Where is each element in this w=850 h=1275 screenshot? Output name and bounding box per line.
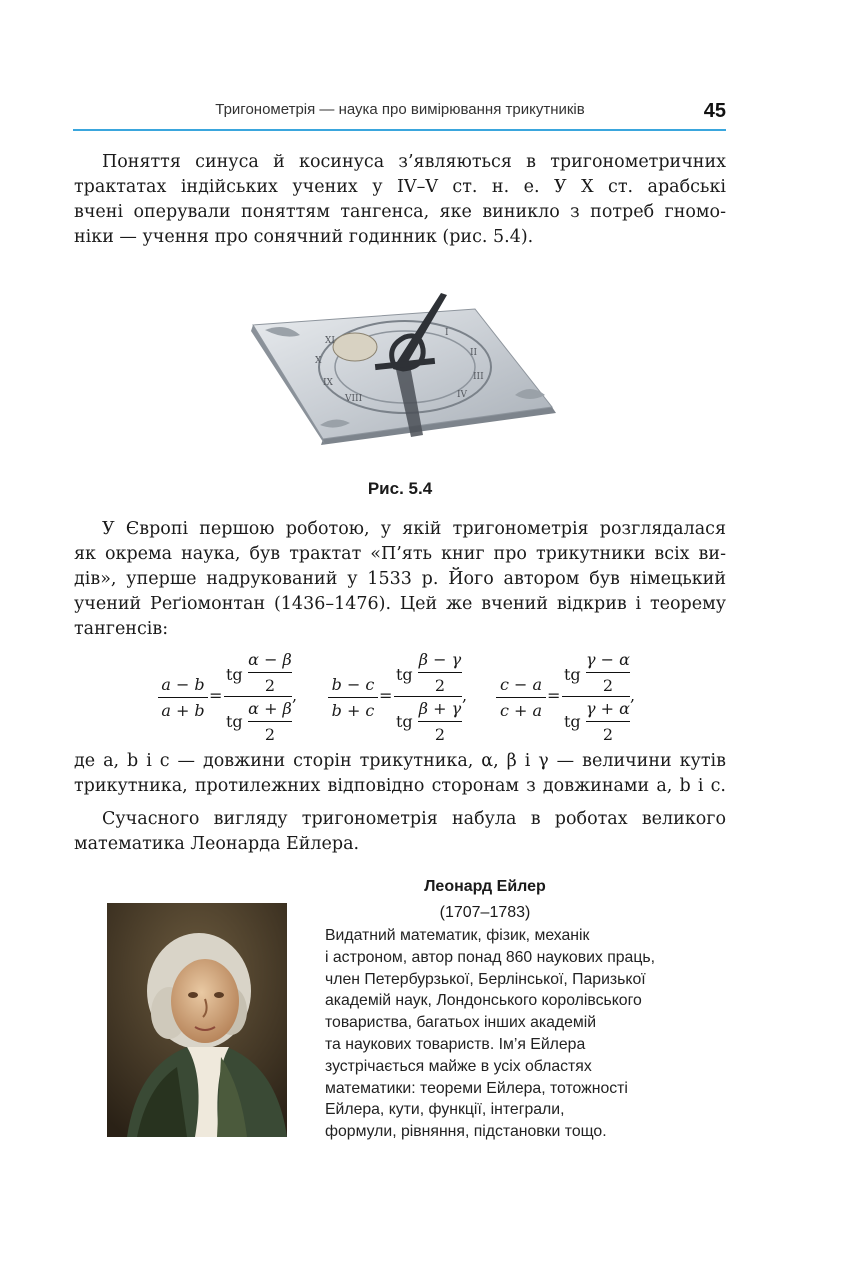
fraction-bar <box>586 672 630 673</box>
bio-line: Видатний математик, фізик, механік <box>325 927 590 944</box>
svg-text:X: X <box>315 356 322 366</box>
tg-label: tg <box>564 665 581 684</box>
bio-description <box>325 925 725 1143</box>
bio-line: академій наук, Лондонського королівського <box>325 992 642 1010</box>
fraction-bar <box>248 672 292 673</box>
svg-text:IX: IX <box>323 378 333 388</box>
fraction-bar <box>496 697 546 698</box>
lhs-fraction <box>158 675 208 720</box>
numerator: α − β <box>248 650 292 669</box>
bio-years: (1707–1783) <box>439 904 531 921</box>
half-angle-fraction <box>248 650 292 695</box>
lhs-fraction <box>328 675 378 720</box>
tg-label: tg <box>396 665 413 684</box>
law-of-tangents-formulas <box>0 650 850 750</box>
text-line: трактатах індійських учених у IV–V ст. н. е. У X ст. арабські <box>74 177 726 197</box>
denominator: b + c <box>331 701 375 720</box>
fraction-bar <box>158 697 208 698</box>
svg-text:III: III <box>473 372 484 382</box>
svg-text:VIII: VIII <box>345 394 363 404</box>
text-line: У Європі першою роботою, у якій тригонометрія розглядалася <box>102 519 726 539</box>
bio-line: формули, рівняння, підстановки тощо. <box>325 1123 607 1141</box>
bio-line: та наукових товариств. Ім’я Ейлера <box>325 1035 586 1053</box>
denominator: 2 <box>264 725 276 744</box>
text-line: Поняття синуса й косинуса з’являються в тригонометричних <box>102 152 726 172</box>
svg-text:IV: IV <box>457 390 468 400</box>
numerator: β − γ <box>418 650 462 669</box>
text-line: тангенсів: <box>74 619 169 639</box>
tg-label: tg <box>396 712 413 731</box>
text-line: вчені оперували поняттям тангенса, яке виникло з потреб гномо- <box>74 202 726 222</box>
fraction-bar <box>224 696 292 697</box>
bio-line: товариства, багатьох інших академій <box>325 1014 597 1032</box>
fraction-bar <box>394 696 462 697</box>
tg-label: tg <box>226 712 243 731</box>
svg-text:II: II <box>470 348 478 358</box>
paragraph-gnomonics <box>74 150 726 250</box>
fraction-bar <box>328 697 378 698</box>
comma: , <box>292 686 298 705</box>
figure-caption: Рис. 5.4 <box>367 479 433 498</box>
half-angle-fraction <box>418 699 462 744</box>
half-angle-fraction <box>586 650 630 695</box>
fraction-bar <box>418 672 462 673</box>
numerator: α + β <box>248 699 292 718</box>
tg-label: tg <box>564 712 581 731</box>
bio-line: зустрічається майже в усіх областях <box>325 1057 592 1075</box>
svg-text:XI: XI <box>325 336 335 346</box>
bio-name: Леонард Ейлер <box>424 878 546 895</box>
denominator: 2 <box>602 725 614 744</box>
fraction-bar <box>562 696 630 697</box>
text-line: як окрема наука, був трактат «П’ять книг про трикутники всіх ви- <box>74 544 726 564</box>
fraction-bar <box>586 721 630 722</box>
denominator: a + b <box>161 701 205 720</box>
paragraph-notation <box>74 749 726 799</box>
numerator: c − a <box>499 675 543 694</box>
numerator: γ − α <box>586 650 630 669</box>
half-angle-fraction <box>248 699 292 744</box>
text-line: Сучасного вигляду тригонометрія набула в роботах великого <box>102 809 726 829</box>
lhs-fraction <box>496 675 546 720</box>
text-line: математика Леонарда Ейлера. <box>74 834 360 854</box>
comma: , <box>462 686 468 705</box>
denominator: 2 <box>602 676 614 695</box>
half-angle-fraction <box>586 699 630 744</box>
text-line: трикутника, протилежних відповідно сторонам з довжинами a, b і c. <box>74 776 726 796</box>
denominator: c + a <box>499 701 543 720</box>
paragraph-euler-intro <box>74 807 726 857</box>
tg-label: tg <box>226 665 243 684</box>
bio-line: і астроном, автор понад 860 наукових праць, <box>325 948 655 966</box>
equals-sign: = <box>379 686 393 705</box>
text-line: учений Реґіомонтан (1436–1476). Цей же вчений відкрив і теорему <box>74 594 726 614</box>
euler-portrait <box>107 903 287 1137</box>
fraction-bar <box>248 721 292 722</box>
numerator: β + γ <box>418 699 462 718</box>
numerator: a − b <box>161 675 205 694</box>
numerator: b − c <box>331 675 375 694</box>
header-rule <box>73 129 726 131</box>
text-line: дів», уперше надрукований у 1533 р. Його автором був німецький <box>74 569 726 589</box>
sundial-figure <box>245 285 565 445</box>
bio-line: Ейлера, кути, функції, інтеграли, <box>325 1101 565 1119</box>
denominator: 2 <box>434 676 446 695</box>
comma: , <box>630 686 636 705</box>
denominator: 2 <box>434 725 446 744</box>
bio-line: член Петербурзької, Берлінської, Паризької <box>325 970 646 988</box>
paragraph-regiomontanus <box>74 517 726 642</box>
equals-sign: = <box>209 686 223 705</box>
text-line: де a, b і c — довжини сторін трикутника, α, β і γ — величини кутів <box>74 751 726 771</box>
half-angle-fraction <box>418 650 462 695</box>
numerator: γ + α <box>586 699 630 718</box>
fraction-bar <box>418 721 462 722</box>
text-line: ніки — учення про сонячний годинник (рис. 5.4). <box>74 227 534 247</box>
page-number: 45 <box>703 100 726 122</box>
bio-line: математики: теореми Ейлера, тотожності <box>325 1079 628 1097</box>
denominator: 2 <box>264 676 276 695</box>
svg-text:I: I <box>445 328 449 338</box>
running-header: Тригонометрія — наука про вимірювання трикутників <box>215 101 585 118</box>
equals-sign: = <box>547 686 561 705</box>
